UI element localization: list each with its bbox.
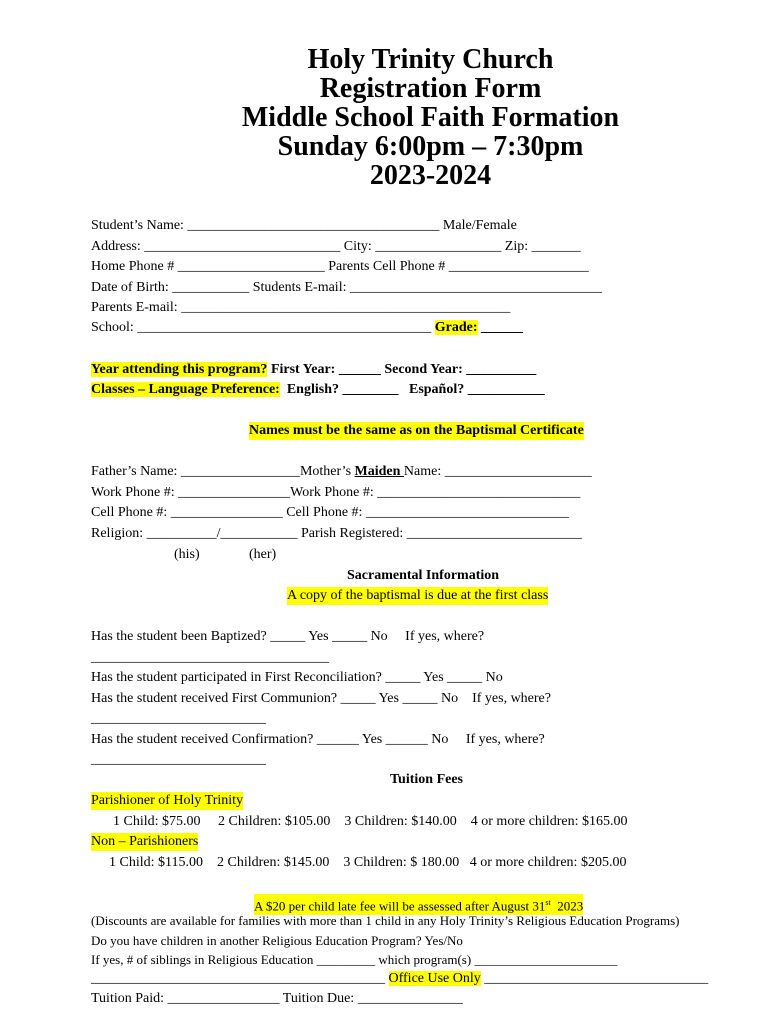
sacramental-heading: Sacramental Information (347, 568, 500, 583)
school-line[interactable] (91, 319, 523, 337)
siblings-line[interactable]: If yes, # of siblings in Religious Education _________ which program(s) ______________________ (91, 952, 618, 967)
confirmation-line[interactable]: Has the student received Confirmation? ______ Yes ______ No If yes, where? (91, 732, 545, 747)
parishioner-fees: 1 Child: $75.00 2 Children: $105.00 3 Children: $140.00 4 or more children: $165.00 (113, 814, 628, 829)
office-rule-right: ________________________________ (480, 971, 709, 986)
program-year: 2023-2024 (369, 160, 492, 191)
father-name-field[interactable]: Father’s Name: _________________Mother’s (91, 464, 355, 479)
form-name: Registration Form (319, 73, 542, 104)
grade-field[interactable]: ______ (477, 320, 524, 335)
communion-where-field[interactable]: _________________________ (91, 711, 266, 726)
address-line[interactable]: Address: ____________________________ City: __________________ Zip: _______ (91, 239, 581, 254)
reconciliation-line[interactable]: Has the student participated in First Reconciliation? _____ Yes _____ No (91, 670, 503, 685)
school-field[interactable]: School: __________________________________________ (91, 320, 435, 335)
parishioner-label: Parishioner of Holy Trinity (91, 793, 244, 808)
his-label: (his) (174, 547, 200, 562)
grade-label: Grade: (434, 320, 478, 335)
non-parishioner-fees: 1 Child: $115.00 2 Children: $145.00 3 Children: $ 180.00 4 or more children: $205.00 (109, 855, 627, 870)
her-label: (her) (249, 547, 277, 562)
dob-line[interactable]: Date of Birth: ___________ Students E-mail: ____________________________________ (91, 280, 602, 295)
cell-phone-line[interactable]: Cell Phone #: ________________ Cell Phone #: _____________________________ (91, 505, 569, 520)
language-fields[interactable]: English? ________ Español? ___________ (279, 382, 545, 397)
late-fee-text: A $20 per child late fee will be assessed after August 31 (254, 898, 546, 914)
baptized-where-field[interactable]: __________________________________ (91, 650, 329, 665)
late-fee-suffix: st (545, 898, 551, 907)
discount-note: (Discounts are available for families with more than 1 child in any Holy Trinity’s Religious Education Programs) (91, 913, 680, 928)
work-phone-line[interactable]: Work Phone #: ________________Work Phone #: _____________________________ (91, 485, 581, 500)
year-attending-line[interactable] (91, 361, 536, 379)
office-use-line (91, 970, 708, 988)
office-use-label: Office Use Only (388, 971, 481, 986)
student-name-line[interactable]: Student’s Name: ____________________________________ Male/Female (91, 218, 517, 233)
baptismal-copy-note: A copy of the baptismal is due at the first class (287, 588, 549, 603)
program-name: Middle School Faith Formation (241, 102, 620, 133)
baptized-line[interactable]: Has the student been Baptized? _____ Yes _____ No If yes, where? (91, 629, 485, 644)
year-attending-fields[interactable]: First Year: ______ Second Year: __________ (267, 362, 537, 377)
office-rule-left: __________________________________________ (91, 971, 389, 986)
language-line[interactable] (91, 381, 545, 399)
church-name: Holy Trinity Church (307, 44, 554, 75)
maiden-label: Maiden (354, 464, 404, 479)
parents-names-line[interactable] (91, 463, 592, 481)
tuition-paid-line[interactable]: Tuition Paid: ________________ Tuition Due: _______________ (91, 991, 463, 1006)
form-title (0, 45, 770, 190)
non-parishioner-label: Non – Parishioners (91, 834, 199, 849)
religion-line[interactable]: Religion: __________/___________ Parish Registered: _________________________ (91, 526, 582, 541)
language-label: Classes – Language Preference: (91, 382, 280, 397)
confirmation-where-field[interactable]: _________________________ (91, 752, 266, 767)
late-fee-year: 2023 (550, 898, 584, 914)
baptismal-name-notice: Names must be the same as on the Baptismal Certificate (249, 423, 584, 438)
other-program-question[interactable]: Do you have children in another Religious Education Program? Yes/No (91, 933, 463, 948)
program-time: Sunday 6:00pm – 7:30pm (277, 131, 584, 162)
parents-email-line[interactable]: Parents E-mail: _______________________________________________ (91, 300, 511, 315)
communion-line[interactable]: Has the student received First Communion? _____ Yes _____ No If yes, where? (91, 691, 551, 706)
year-attending-label: Year attending this program? (91, 362, 268, 377)
mother-name-field[interactable]: Name: _____________________ (403, 464, 592, 479)
tuition-heading: Tuition Fees (390, 772, 463, 787)
home-phone-line[interactable]: Home Phone # _____________________ Parents Cell Phone # ____________________ (91, 259, 589, 274)
